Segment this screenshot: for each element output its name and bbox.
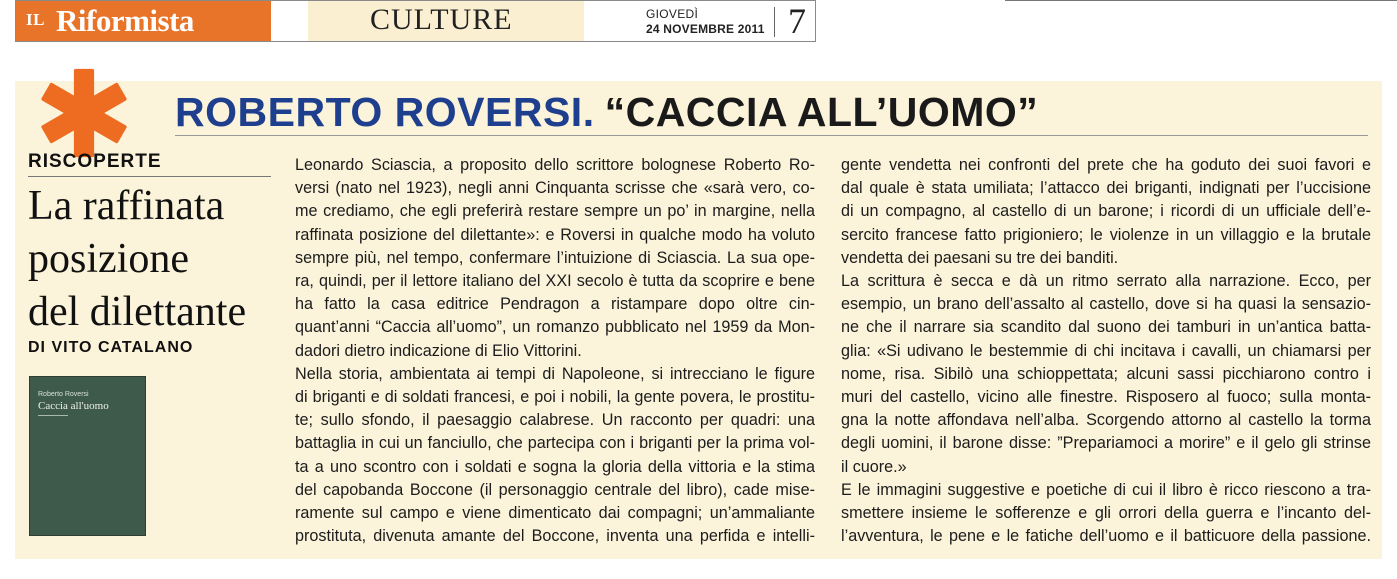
- article-subtitle: [28, 180, 283, 339]
- section-label: CULTURE: [308, 1, 584, 41]
- body-line: gna la notte affondava nell’alba. Scorgendo attorno al castello la torma: [841, 411, 1371, 430]
- kicker-rule: [28, 176, 271, 177]
- body-line: esempio, un brano dell’assalto al castello, dove si ha quasi la sensazio-: [841, 295, 1371, 314]
- body-line: l’avventura, le pene e le fatiche dell’uomo e il batticuore della passione.: [841, 527, 1371, 546]
- body-line: sercito francese fatto prigioniero; le violenze in un villaggio e la brutale: [841, 225, 1371, 244]
- body-line: dal quale è stata umiliata; l’attacco dei briganti, indignati per l’uccisione: [841, 179, 1371, 198]
- body-line: il cuore.»: [841, 457, 907, 476]
- article-column-1: [295, 154, 815, 548]
- body-line: ta a uno scontro con i soldati e sogna la gloria della vittoria e la stima: [295, 457, 815, 476]
- body-line: E le immagini suggestive e poetiche di cui il libro è ricco riescono a tra-: [841, 480, 1371, 499]
- article-column-2: [841, 154, 1371, 548]
- asterisk-icon: [38, 67, 130, 159]
- body-line: versi (nato nel 1923), negli anni Cinquanta scrisse che «sarà vero, co-: [295, 179, 815, 198]
- logo-prefix: IL: [26, 10, 45, 29]
- date-full: 24 NOVEMBRE 2011: [646, 22, 765, 36]
- headline-author: ROBERTO ROVERSI.: [175, 89, 595, 135]
- logo-name: Riformista: [56, 3, 194, 38]
- body-line: battaglia in cui un fanciullo, che partecipa con i briganti per la prima vol-: [295, 434, 815, 453]
- date-weekday: GIOVEDÌ: [646, 7, 699, 21]
- body-line: me crediamo, che egli preferirà restare sempre un po’ in margine, nella: [295, 202, 815, 221]
- body-line: Nella storia, ambientata ai tempi di Napoleone, si intrecciano le figure: [295, 364, 815, 383]
- body-line: raffinata posizione del dilettante»: e Roversi in qualche modo ha voluto: [295, 225, 815, 244]
- body-line: ra, quindi, per il lettore italiano del XXI secolo è tutta da scoprire e bene: [295, 272, 815, 291]
- masthead: [15, 0, 816, 42]
- body-line: ha fatto la casa editrice Pendragon a ristampare dopo oltre cin-: [295, 295, 815, 314]
- body-line: gente vendetta nei confronti del prete che ha goduto dei suoi favori e: [841, 156, 1371, 174]
- page-number: 7: [788, 1, 806, 41]
- body-line: sempre più, nel tempo, confermare l’intuizione di Sciascia. La sua ope-: [295, 248, 815, 267]
- body-line: La scrittura è secca e dà un ritmo serrato alla narrazione. Ecco, per: [841, 272, 1371, 291]
- body-line: di un compagno, al castello di un barone; i ricordi di un ufficiale dell’e-: [841, 202, 1371, 221]
- issue-date: [646, 7, 772, 36]
- body-line: te; sullo sfondo, il paesaggio calabrese. Un racconto per quadri: una: [295, 411, 815, 430]
- body-line: glia: «Si udivano le bestemmie di chi incitava i cavalli, un chiamarsi per: [841, 341, 1371, 360]
- body-line: del capobanda Boccone (il personaggio centrale del libro), cade mise-: [295, 480, 815, 499]
- subtitle-line: La raffinata: [28, 183, 225, 229]
- body-line: muri del castello, vicino alle finestre. Risposero al fuoco; sulla monta-: [841, 388, 1371, 407]
- subtitle-line: del dilettante: [28, 289, 247, 335]
- body-line: nome, risa. Sibilò una schioppettata; alcuni sassi picchiarono contro i: [841, 364, 1371, 383]
- headline-rule: [175, 135, 1368, 136]
- body-line: di briganti e di soldati francesi, e poi i nobili, la gente povera, le prostitu-: [295, 388, 815, 407]
- body-line: dadori dietro indicazione di Elio Vittorini.: [295, 341, 582, 360]
- body-line: quant’anni “Caccia all’uomo”, un romanzo pubblicato nel 1959 da Mon-: [295, 318, 815, 337]
- top-right-rule: [1005, 0, 1397, 1]
- body-line: ramente sul campo e viene dimenticato dai compagni; un’ammaliante: [295, 504, 815, 523]
- book-cover-image: [29, 376, 146, 536]
- body-line: Leonardo Sciascia, a proposito dello scrittore bolognese Roberto Ro-: [295, 156, 815, 174]
- byline: DI VITO CATALANO: [28, 339, 194, 356]
- book-cover-author: Roberto Roversi: [38, 391, 89, 398]
- subtitle-line: posizione: [28, 236, 189, 282]
- body-line: prostituta, divenuta amante del Boccone, inventa una perfida e intelli-: [295, 527, 815, 546]
- body-line: degli uomini, il barone disse: ”Prepariamoci a morire” e il gelo gli strinse: [841, 434, 1371, 453]
- body-line: smettere insieme le sofferenze e gli orrori della guerra e l’incanto del-: [841, 504, 1371, 523]
- headline: [175, 89, 1375, 135]
- book-cover-title: Caccia all'uomo: [38, 400, 109, 412]
- section-kicker: RISCOPERTE: [28, 151, 162, 172]
- newspaper-logo: [16, 1, 271, 41]
- body-line: ne che il narrare sia scandito dal suono dei tamburi in un’antica batta-: [841, 318, 1371, 337]
- date-divider: [774, 7, 775, 37]
- headline-book-title: “CACCIA ALL’UOMO”: [604, 89, 1039, 135]
- body-line: vendetta dei paesani su tre dei banditi.: [841, 248, 1119, 267]
- book-cover-rule: [38, 415, 68, 416]
- article-panel: [15, 81, 1382, 559]
